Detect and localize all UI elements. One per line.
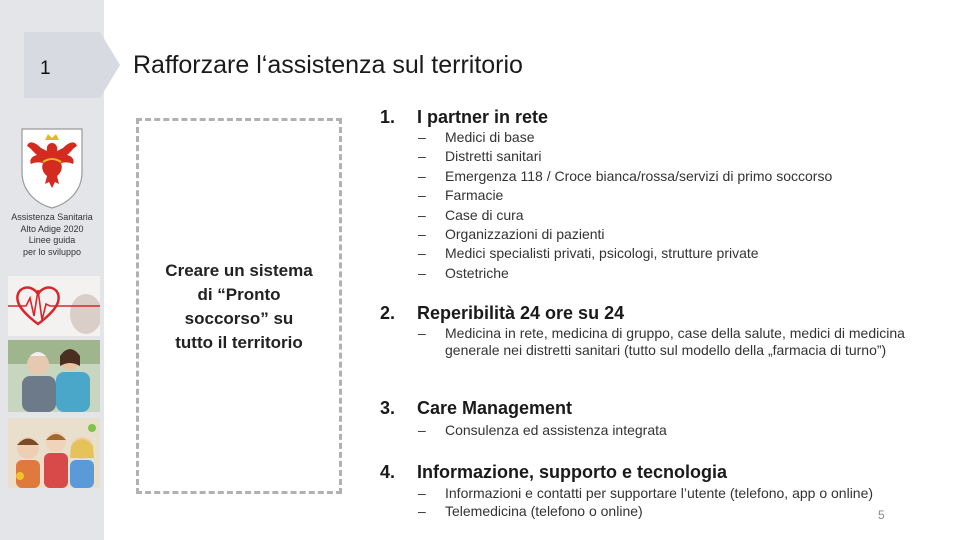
caption-line: Assistenza Sanitaria — [11, 212, 93, 222]
list-item: – Ostetriche — [418, 264, 509, 281]
list-item: – Medicina in rete, medicina di gruppo, case della salute, medici di medicina generale nei distretti sanitari (tutto sul modello della „farmacia di turno”) — [418, 325, 905, 358]
elderly-care-photo — [8, 340, 100, 412]
page-number: 5 — [878, 508, 885, 522]
sidebar-caption — [6, 212, 98, 258]
list-item-text: Ostetriche — [445, 264, 509, 281]
list-item-text: Farmacie — [445, 187, 504, 204]
section-title: Care Management — [417, 398, 573, 418]
list-item-text: Medici di base — [445, 129, 535, 145]
list-item: – Consulenza ed assistenza integrata — [418, 422, 667, 438]
list-item: – Medici di base — [418, 129, 535, 145]
list-item-text: Distretti sanitari — [445, 148, 542, 165]
list-item-text: Telemedicina (telefono o online) — [445, 503, 643, 519]
caption-line: Alto Adige 2020 — [20, 223, 84, 234]
callout-text — [140, 259, 338, 355]
section-title: I partner in rete — [417, 107, 549, 127]
callout-line: di “Pronto — [197, 285, 281, 304]
caption-line: Linee guida — [28, 235, 76, 245]
section-heading-care-management — [380, 398, 572, 419]
section-items-information — [418, 484, 873, 520]
caption-line: per lo sviluppo — [22, 246, 82, 257]
list-item: – Distretti sanitari — [418, 148, 542, 165]
coat-of-arms-icon — [19, 126, 85, 210]
list-item: – Medici specialisti privati, psicologi, strutture private — [418, 245, 759, 262]
list-item-text: Medici specialisti privati, psicologi, strutture private — [445, 245, 759, 262]
callout-line: tutto il territorio — [175, 333, 303, 352]
section-items-availability — [418, 325, 918, 359]
slide-number-badge — [24, 32, 120, 98]
list-item: – Informazioni e contatti per supportare l’utente (telefono, app o online) — [418, 485, 874, 501]
section-title: Reperibilità 24 ore su 24 — [417, 303, 625, 323]
list-item: – Emergenza 118 / Croce bianca/rossa/servizi di primo soccorso — [418, 167, 833, 184]
list-item-text: Organizzazioni di pazienti — [445, 226, 605, 243]
slide-title: Rafforzare l‘assistenza sul territorio — [133, 51, 523, 79]
section-heading-information — [380, 462, 727, 483]
section-number: 1. — [380, 107, 396, 127]
list-item-text: Medicina in rete, medicina di gruppo, case della salute, medici di medicina generale nei distretti sanitari (tutto sul modello della „farmacia di turno”) — [445, 325, 905, 358]
section-number: 3. — [380, 398, 396, 418]
section-items-care-management — [418, 421, 667, 440]
children-photo — [8, 418, 100, 488]
heart-ecg-photo — [8, 276, 100, 336]
section-number: 4. — [380, 462, 396, 482]
list-item-text: Consulenza ed assistenza integrata — [445, 422, 667, 438]
callout-line: Creare un sistema — [165, 261, 313, 280]
section-heading-availability — [380, 303, 624, 324]
list-item: – Organizzazioni di pazienti — [418, 226, 605, 243]
section-title: Informazione, supporto e tecnologia — [417, 462, 728, 482]
list-item: – Telemedicina (telefono o online) — [418, 503, 643, 519]
section-number: 2. — [380, 303, 396, 323]
slide-number: 1 — [40, 58, 51, 79]
section-items-partners — [418, 128, 832, 283]
callout-line: soccorso” su — [184, 309, 294, 328]
list-item-text: Informazioni e contatti per supportare l’utente (telefono, app o online) — [445, 485, 874, 501]
section-heading-partners — [380, 107, 548, 128]
list-item-text: Emergenza 118 / Croce bianca/rossa/servizi di primo soccorso — [445, 167, 833, 184]
list-item-text: Case di cura — [445, 206, 524, 223]
list-item: – Case di cura — [418, 206, 524, 223]
list-item: – Farmacie — [418, 187, 504, 204]
